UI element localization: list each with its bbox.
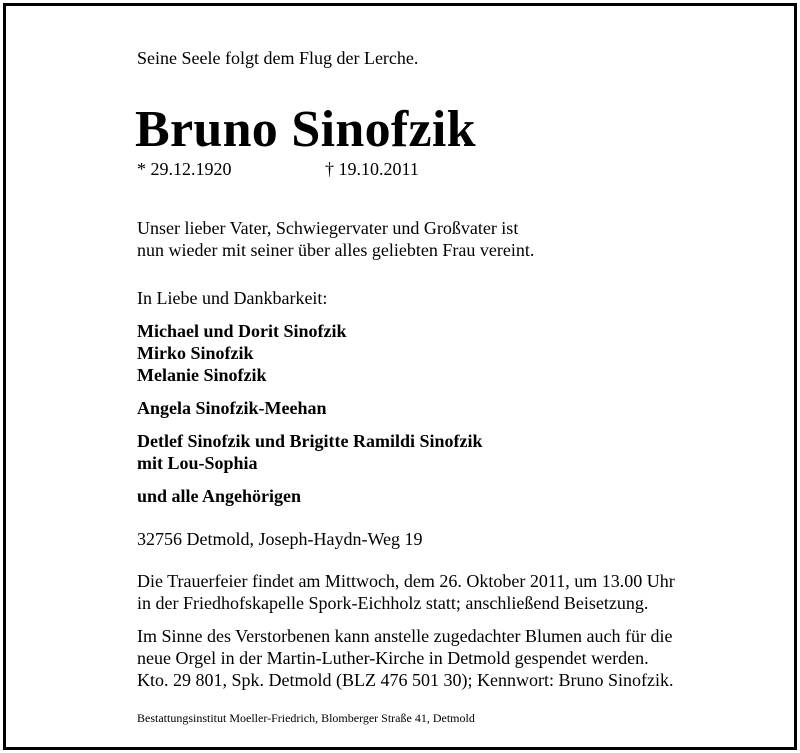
- funeral-line: Die Trauerfeier findet am Mittwoch, dem 26. Oktober 2011, um 13.00 Uhr: [137, 571, 675, 591]
- mourner-name: Mirko Sinofzik: [137, 343, 254, 363]
- gratitude-line: In Liebe und Dankbarkeit:: [137, 288, 328, 308]
- mourner-name: mit Lou-Sophia: [137, 453, 258, 473]
- address-line: 32756 Detmold, Joseph-Haydn-Weg 19: [137, 529, 423, 549]
- deceased-name: Bruno Sinofzik: [135, 101, 476, 158]
- mourner-name: Angela Sinofzik-Meehan: [137, 398, 327, 418]
- death-date: † 19.10.2011: [325, 159, 419, 179]
- funeral-home-footer: Bestattungsinstitut Moeller-Friedrich, Blomberger Straße 41, Detmold: [137, 711, 475, 725]
- motto: Seine Seele folgt dem Flug der Lerche.: [137, 48, 419, 68]
- intro-line: Unser lieber Vater, Schwiegervater und Großvater ist: [137, 218, 519, 238]
- mourner-name: und alle Angehörigen: [137, 486, 302, 506]
- life-dates: [137, 158, 419, 180]
- donation-line: Kto. 29 801, Spk. Detmold (BLZ 476 501 30); Kennwort: Bruno Sinofzik.: [137, 670, 674, 690]
- birth-date: * 29.12.1920: [137, 159, 232, 179]
- mourner-name: Michael und Dorit Sinofzik: [137, 321, 347, 341]
- mourner-name: Detlef Sinofzik und Brigitte Ramildi Sinofzik: [137, 431, 483, 451]
- donation-line: Im Sinne des Verstorbenen kann anstelle zugedachter Blumen auch für die: [137, 626, 673, 646]
- donation-line: neue Orgel in der Martin-Luther-Kirche in Detmold gespendet werden.: [137, 648, 649, 668]
- mourner-name: Melanie Sinofzik: [137, 365, 267, 385]
- funeral-line: in der Friedhofskapelle Spork-Eichholz statt; anschließend Beisetzung.: [137, 593, 649, 613]
- intro-line: nun wieder mit seiner über alles geliebten Frau vereint.: [137, 240, 535, 260]
